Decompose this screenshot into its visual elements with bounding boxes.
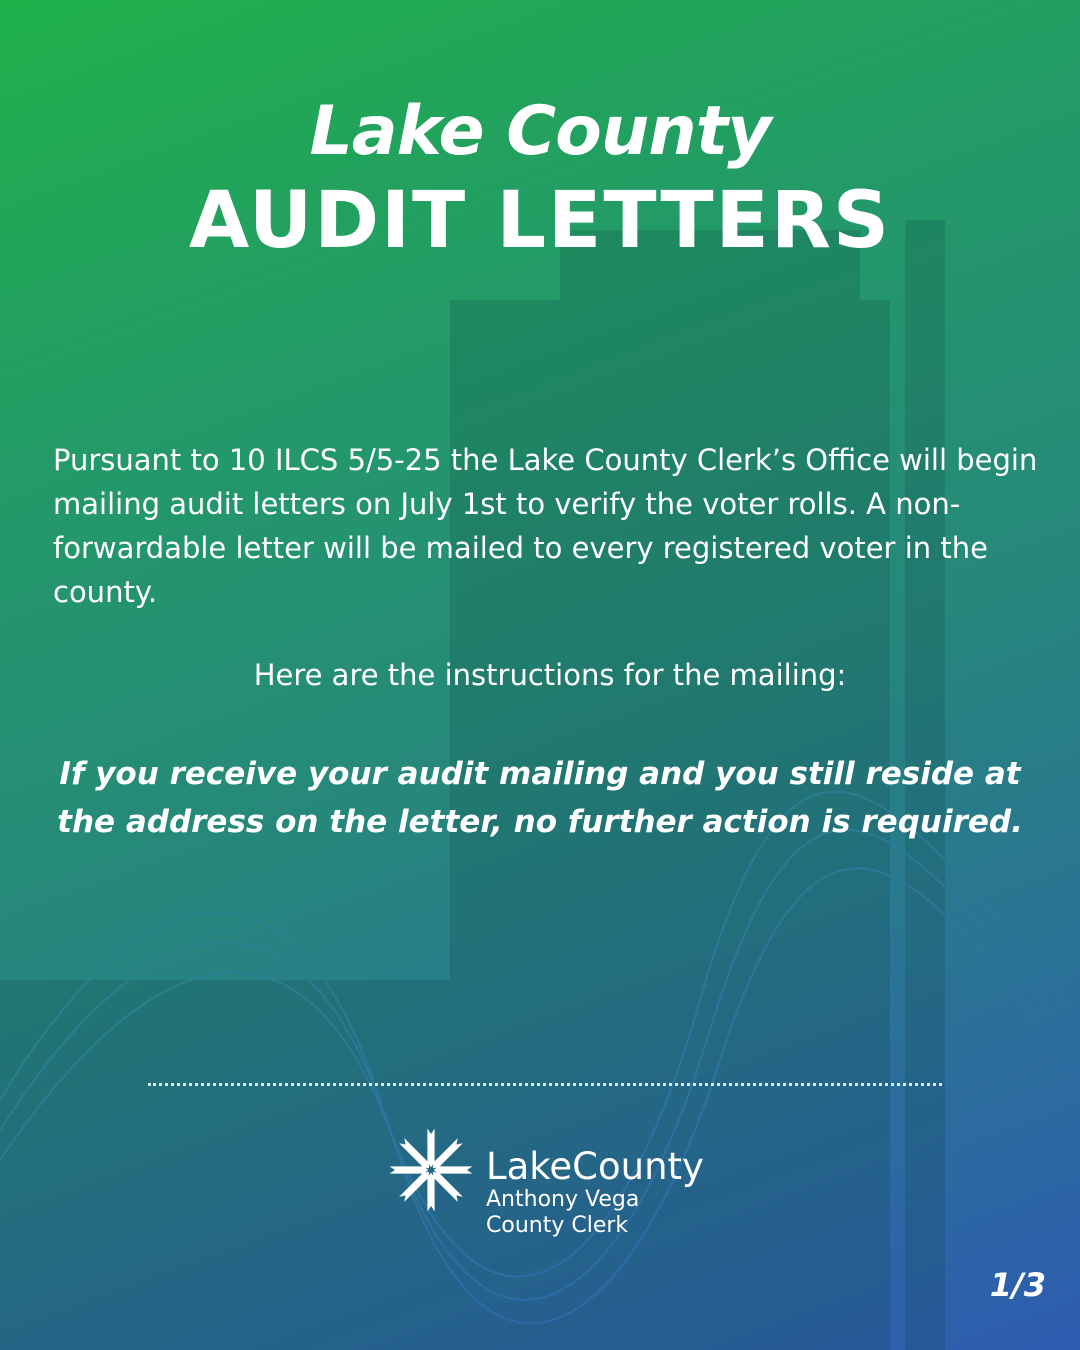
instruction-statement: If you receive your audit mailing and you still reside at the address on the letter, no further action is required. bbox=[57, 756, 1023, 840]
title-audit-letters: AUDIT LETTERS bbox=[188, 176, 892, 266]
page-indicator: 1/3 bbox=[989, 1266, 1046, 1304]
lake-county-logo bbox=[386, 1125, 704, 1239]
starburst-logo-icon bbox=[386, 1125, 476, 1215]
logo-person: Anthony Vega bbox=[486, 1187, 640, 1212]
logo-name: LakeCounty bbox=[486, 1145, 704, 1188]
dotted-divider bbox=[148, 1083, 942, 1086]
intro-paragraph: Pursuant to 10 ILCS 5/5-25 the Lake County Clerk’s Office will begin mailing audit letters on July 1st to verify the voter rolls. A non-forwardable letter will be mailed to every registered voter in the county. bbox=[53, 443, 1038, 609]
logo-role: County Clerk bbox=[486, 1213, 629, 1238]
title-lake-county: Lake County bbox=[309, 92, 771, 171]
instructions-intro: Here are the instructions for the mailing: bbox=[253, 658, 847, 692]
